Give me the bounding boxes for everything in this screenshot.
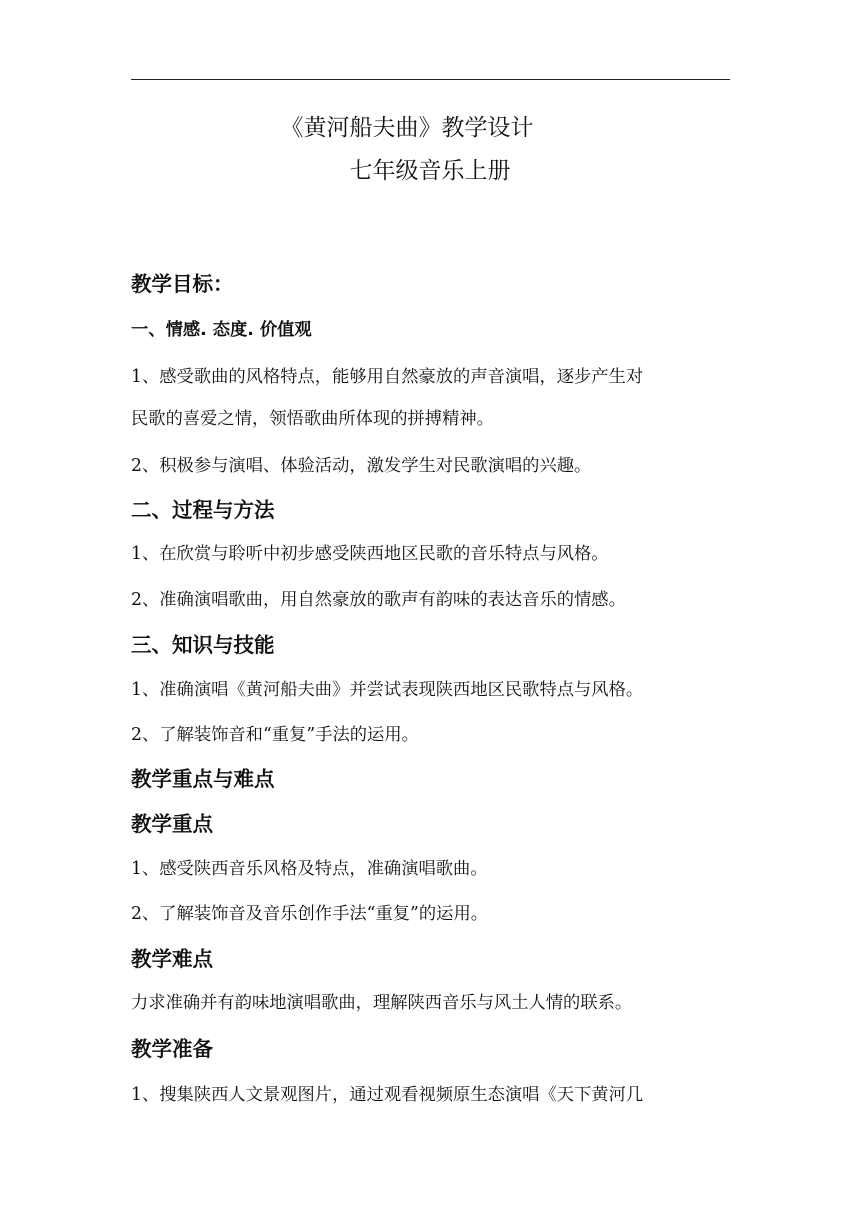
header-rule: [131, 79, 730, 80]
section3-item2: 2、了解装饰音和“重复”手法的运用。: [131, 725, 419, 745]
document-title: 《黄河船夫曲》教学设计: [280, 115, 534, 141]
section1-heading: 一、情感. 态度. 价值观: [131, 320, 312, 340]
key-points-item2: 2、了解装饰音及音乐创作手法“重复”的运用。: [131, 904, 489, 924]
difficult-points-heading: 教学难点: [131, 947, 213, 971]
objectives-heading: 教学目标：: [131, 272, 234, 296]
document-subtitle: 七年级音乐上册: [349, 158, 511, 184]
difficult-points-text: 力求准确并有韵味地演唱歌曲，理解陕西音乐与风土人情的联系。: [131, 993, 633, 1013]
section3-item1: 1、准确演唱《黄河船夫曲》并尝试表现陕西地区民歌特点与风格。: [131, 680, 644, 700]
key-points-heading: 教学重点: [131, 812, 213, 836]
section2-item1: 1、在欣赏与聆听中初步感受陕西地区民歌的音乐特点与风格。: [131, 544, 609, 564]
key-difficult-heading: 教学重点与难点: [131, 767, 275, 791]
section3-heading: 三、知识与技能: [131, 633, 275, 657]
section1-item1-line2: 民歌的喜爱之情，领悟歌曲所体现的拼搏精神。: [131, 409, 494, 429]
preparation-heading: 教学准备: [131, 1037, 213, 1061]
section1-item2: 2、积极参与演唱、体验活动，激发学生对民歌演唱的兴趣。: [131, 456, 592, 476]
preparation-item1: 1、搜集陕西人文景观图片，通过观看视频原生态演唱《天下黄河几: [131, 1085, 644, 1105]
section1-item1-line1: 1、感受歌曲的风格特点，能够用自然豪放的声音演唱，逐步产生对: [131, 367, 644, 387]
section2-heading: 二、过程与方法: [131, 498, 275, 522]
section2-item2: 2、准确演唱歌曲，用自然豪放的歌声有韵味的表达音乐的情感。: [131, 590, 626, 610]
key-points-item1: 1、感受陕西音乐风格及特点，准确演唱歌曲。: [131, 859, 488, 879]
